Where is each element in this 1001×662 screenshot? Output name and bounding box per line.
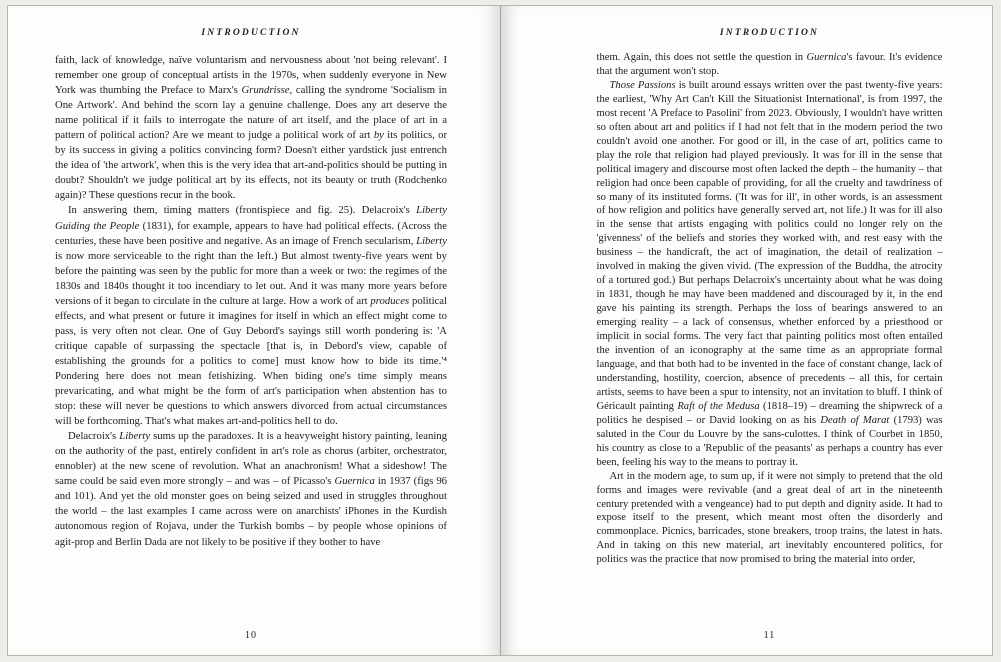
text-segment: produces: [370, 294, 410, 307]
paragraph: [597, 51, 943, 79]
page-number-right: 11: [763, 630, 776, 641]
paragraph: [55, 429, 447, 549]
paragraph: [55, 203, 447, 429]
page-number-left: 10: [245, 630, 257, 641]
running-header-right: INTRODUCTION: [719, 28, 820, 38]
text-segment: In answering them, timing matters (frontispiece and fig. 25). Delacroix's: [68, 204, 417, 217]
text-segment: is now more serviceable to the right than the left.) But almost twenty-five years went by before the painting was seen by the public for more than a week or two: the regimes of the 1830s and 1840s thought it too incendiary to let out. And it was many more years before versions of it began to circulate in the culture at large. How a work of art: [55, 249, 447, 307]
text-block-left: [55, 53, 447, 550]
text-segment: its politics, or by its success in giving a politics convincing form? Doesn't either yardstick just entrench the idea of 'the artwork', when this is the very idea that art-and-politics should be putting in doubt? Shouldn't we judge political art by its effects, not its beauty or truth (Rodchenko again)? These questions recur in the book.: [55, 129, 448, 202]
text-segment: in 1937 (figs 96 and 101). And yet the old monster goes on being seized and used in struggles throughout the world – the last examples I came across were on anarchists' iPhones in the Kurdish autonomous region of Rojava, under the Turkish bombs – by people whose opinions of agit-prop and Berlin Dada are not likely to be positive if they bother to have: [55, 475, 448, 548]
text-segment: Liberty: [119, 430, 151, 443]
text-segment: Liberty: [416, 234, 447, 247]
text-segment: 's favour. It's evidence that the argument won't stop.: [596, 52, 943, 77]
text-segment: Those Passions: [609, 79, 676, 91]
text-segment: political effects, and what present or future it imagines for itself in which an effect might come to pass, is very often not clear. One of Guy Debord's sayings still worth pondering is: 'A critique capable of surpassing the spectacle [that is, in Debord's view, capable of establishing the grounds for a politics to come] must know how to bide its time.'⁴ Pondering here does not mean fetishizing. When biding one's time simply means prevaricating, and what might be the form of art's participation when abstention has to stop: these will never be questions to which answers divorced from actual circumstances will be forthcoming. That's what makes art-and-politics hell to do.: [55, 294, 447, 428]
text-segment: Guernica: [806, 52, 847, 63]
text-segment: (1793) was saluted in the Cour du Louvre by the sans-culottes. I think of Courbet in 1850, his country as close to a 'Republic of the peasants' as perhaps a country has ever been, feeling his way to the means to portray it.: [596, 414, 943, 468]
running-header-left: INTRODUCTION: [201, 28, 301, 38]
text-segment: Grundrisse: [241, 84, 290, 97]
paragraph: [597, 79, 943, 470]
text-segment: (1818–19) – dreaming the shipwreck of a politics he despised – or David looking on as his: [596, 400, 943, 426]
page-left: [8, 6, 500, 655]
paragraph: [55, 53, 447, 203]
text-segment: Liberty Guiding the People: [55, 204, 447, 232]
text-segment: Guernica: [334, 475, 375, 488]
book-spread: [7, 5, 993, 656]
text-segment: sums up the paradoxes. It is a heavyweight history painting, leaning on the authority of the past, entirely confident in art's role as chorus (arbiter, orchestrator, ennobler) at the new scene of revolution. What an anachronism! What a sideshow! The same could be said even more strongly – and was – of Picasso's: [55, 430, 447, 488]
text-segment: is built around essays written over the past twenty-five years: the earliest, 'Why Art Can't Kill the Situationist International', is from 1997, the most recent 'A Preface to Pasolini' from 2023. Obviously, I wouldn't have written so often about art and politics if I had not felt that in the modern period the two couldn't avoid one another. For good or ill, in the case of art, politics came to play the role that religion had played previously. It was for ill in the sense that political imagery and discourse most often lacked the depth – the humanity – that religion had once been capable of providing, for all the cruelty and tawdriness of so many of its instituted forms. ('It was for ill', in other words, is an assessment of how religion and politics have generally served art, not life.) It was for ill also in the sense that artists engaging with politics could no longer rely on the 'givenness' of the beliefs and stories they worked with, and rest easy with the business – the handicraft, the act of imagination, the detail of realization – involved in making the given vivid. (The expression of the Buddha, the atrocity of a tortured god.) But perhaps Delacroix's uncertainty about what he was doing in 1831, though he may have been maddened and discouraged by it, in the end gave his painting its strength. Perhaps the loss of bearings answered to an emerging reality – a lack of consensus, whether enforced by a priesthood or implicit in social forms. The very fact that painting politics most often entailed the invention of an iconography at the same time as an appropriate formal language, and that both had to be invented in the face of constant change, lack of understanding, hostility, coercion, absence of precedents – all this, for certain artists, seems to have been a spur to intensity, not an invitation to bluff. I think of Géricault painting: [596, 79, 943, 412]
page-right: [500, 6, 993, 655]
paragraph: [597, 470, 943, 568]
text-block-right: [597, 51, 943, 567]
text-segment: faith, lack of knowledge, naïve voluntarism and nervousness about 'not being relevant'. I remember one group of conceptual artists in the 1970s, when suddenly everyone in New York was thumbing the Preface to Marx's: [55, 54, 447, 97]
text-segment: by: [373, 129, 384, 142]
text-segment: , calling the syndrome 'Socialism in One Artwork'. And behind the scorn lay a genuine challenge. Does any art deserve the name political if it fails to interrogate the nature of art itself, and the place of art in a pattern of political action? Are we meant to judge a political work of art: [55, 84, 447, 142]
text-segment: them. Again, this does not settle the question in: [596, 52, 807, 63]
text-segment: Death of Marat: [820, 414, 890, 426]
text-segment: (1831), for example, appears to have had political effects. (Across the centuries, these have been positive and negative. As an image of French secularism,: [55, 219, 447, 247]
text-segment: Art in the modern age, to sum up, if it were not simply to pretend that the old forms and images were revivable (and a great deal of art in the nineteenth century pretended with a vengeance) had to put depth and dignity aside. It had to expose itself to the present, which meant most often the disorderly and commonplace. Picnics, barricades, stone breakers, troop trains, the latest in hats. And in taking on this new material, art inevitably encountered politics, for politics was the practice that now promised to bring the material into order,: [596, 470, 943, 566]
text-segment: Delacroix's: [68, 430, 120, 443]
text-segment: Raft of the Medusa: [677, 400, 760, 412]
